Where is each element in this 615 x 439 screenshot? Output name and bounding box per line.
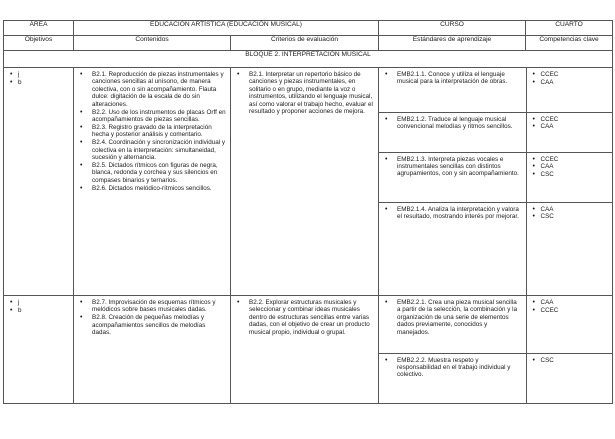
col-standards: Estándares de aprendizaje (379, 36, 526, 51)
competence-item: • CAA (531, 123, 610, 130)
competence-item: • CAA (531, 206, 610, 213)
col-competences: Competencias clave (526, 36, 613, 51)
competence-item: • CAA (531, 163, 610, 170)
content-item: • B2.2. Uso de los instrumentos de placas Orff en acompañamientos de piezas sencillas. (78, 109, 226, 124)
competence-item: • CCEC (531, 71, 610, 78)
block-row (4, 51, 613, 68)
content-item: • B2.4. Coordinación y sincronización individual y colectiva en la interpretación: simultaneidad, sucesión y alternancia. (78, 139, 226, 161)
standard-item: • EMB2.2.1. Crea una pieza musical sencilla a partir de la selección, la combinación y la organización de una serie de elementos dados previamente, conocidos y manejados. (383, 299, 522, 336)
content-item: • B2.1. Reproducción de piezas instrumentales y canciones sencillas al unísono, de manera colectiva, con o sin acompañamiento. Flauta dulce: digitación de la escala de do sin alteraciones. (78, 71, 226, 108)
col-contents: Contenidos (74, 36, 231, 51)
criterion-item: • B2.1. Interpretar un repertorio básico de canciones y piezas instrumentales, en solitario o en grupo, mediante la voz o instrumentos, utilizando el lenguaje musical, así como valorar el trabajo hecho, evaluar el resultado y proponer acciones de mejora. (235, 71, 374, 115)
col-criteria: Criterios de evaluación (231, 36, 379, 51)
course-value: CUARTO (526, 21, 613, 36)
competence-item: • CAA (531, 79, 610, 86)
curriculum-table (3, 20, 613, 404)
objective-item: • j (8, 71, 69, 78)
contents-cell (74, 68, 231, 296)
competence-item: • CSC (531, 357, 610, 364)
criterion-item: • B2.2. Explorar estructuras musicales y seleccionar y combinar ideas musicales dentro de estructuras sencillas entre varias dadas, con el objetivo de crear un producto musical propio, individual o grupal. (235, 299, 374, 336)
objective-item: • j (8, 299, 69, 306)
block-title: BLOQUE 2. INTERPRETACIÓN MUSICAL (4, 51, 613, 68)
criteria-cell (231, 296, 379, 404)
objective-item: • b (8, 79, 69, 86)
content-item: • B2.8. Creación de pequeñas melodías y acompañamientos sencillos de melodías dadas. (78, 314, 226, 336)
content-item: • B2.7. Improvisación de esquemas rítmicos y melódicos sobre bases musicales dadas. (78, 299, 226, 314)
subject-title: EDUCACIÓN ARTÍSTICA (EDUCACIÓN MUSICAL) (74, 21, 379, 36)
standard-item: • EMB2.2.2. Muestra respeto y responsabilidad en el trabajo individual y colectivo. (383, 357, 522, 379)
contents-cell (74, 296, 231, 404)
standards-group (379, 68, 613, 296)
content-item: • B2.5. Dictados rítmicos con figuras de negra, blanca, redonda y corchea y sus silencios en compases binarios y ternarios. (78, 162, 226, 184)
table-row (4, 68, 613, 296)
competence-item: • CCEC (531, 156, 610, 163)
competence-item: • CCEC (531, 307, 610, 314)
objectives-cell (4, 296, 74, 404)
standards-group (379, 296, 613, 404)
col-objectives: Objetivos (4, 36, 74, 51)
competence-item: • CAA (531, 299, 610, 306)
course-label: CURSO (379, 21, 526, 36)
criteria-cell (231, 68, 379, 296)
standard-item: • EMB2.1.2. Traduce al lenguaje musical convencional melodías y ritmos sencillos. (383, 116, 522, 131)
competence-item: • CCEC (531, 116, 610, 123)
competence-item: • CSC (531, 171, 610, 178)
competence-item: • CSC (531, 213, 610, 220)
objectives-cell (4, 68, 74, 296)
header-row (4, 21, 613, 36)
standard-item: • EMB2.1.4. Analiza la interpretación y valora el resultado, mostrando interés por mejorar. (383, 206, 522, 221)
content-item: • B2.6. Dictados melódico-rítmicos sencillos. (78, 185, 226, 192)
standard-item: • EMB2.1.1. Conoce y utiliza el lenguaje musical para la interpretación de obras. (383, 71, 522, 86)
objective-item: • b (8, 307, 69, 314)
table-row (4, 296, 613, 404)
column-headers (4, 36, 613, 51)
content-item: • B2.3. Registro gravado de la interpretación hecha y posterior análisis y comentario. (78, 124, 226, 139)
area-label: ÁREA (4, 21, 74, 36)
standard-item: • EMB2.1.3. Interpreta piezas vocales e instrumentales sencillas con distintos agrupamientos, con y sin acompañamiento. (383, 156, 522, 178)
